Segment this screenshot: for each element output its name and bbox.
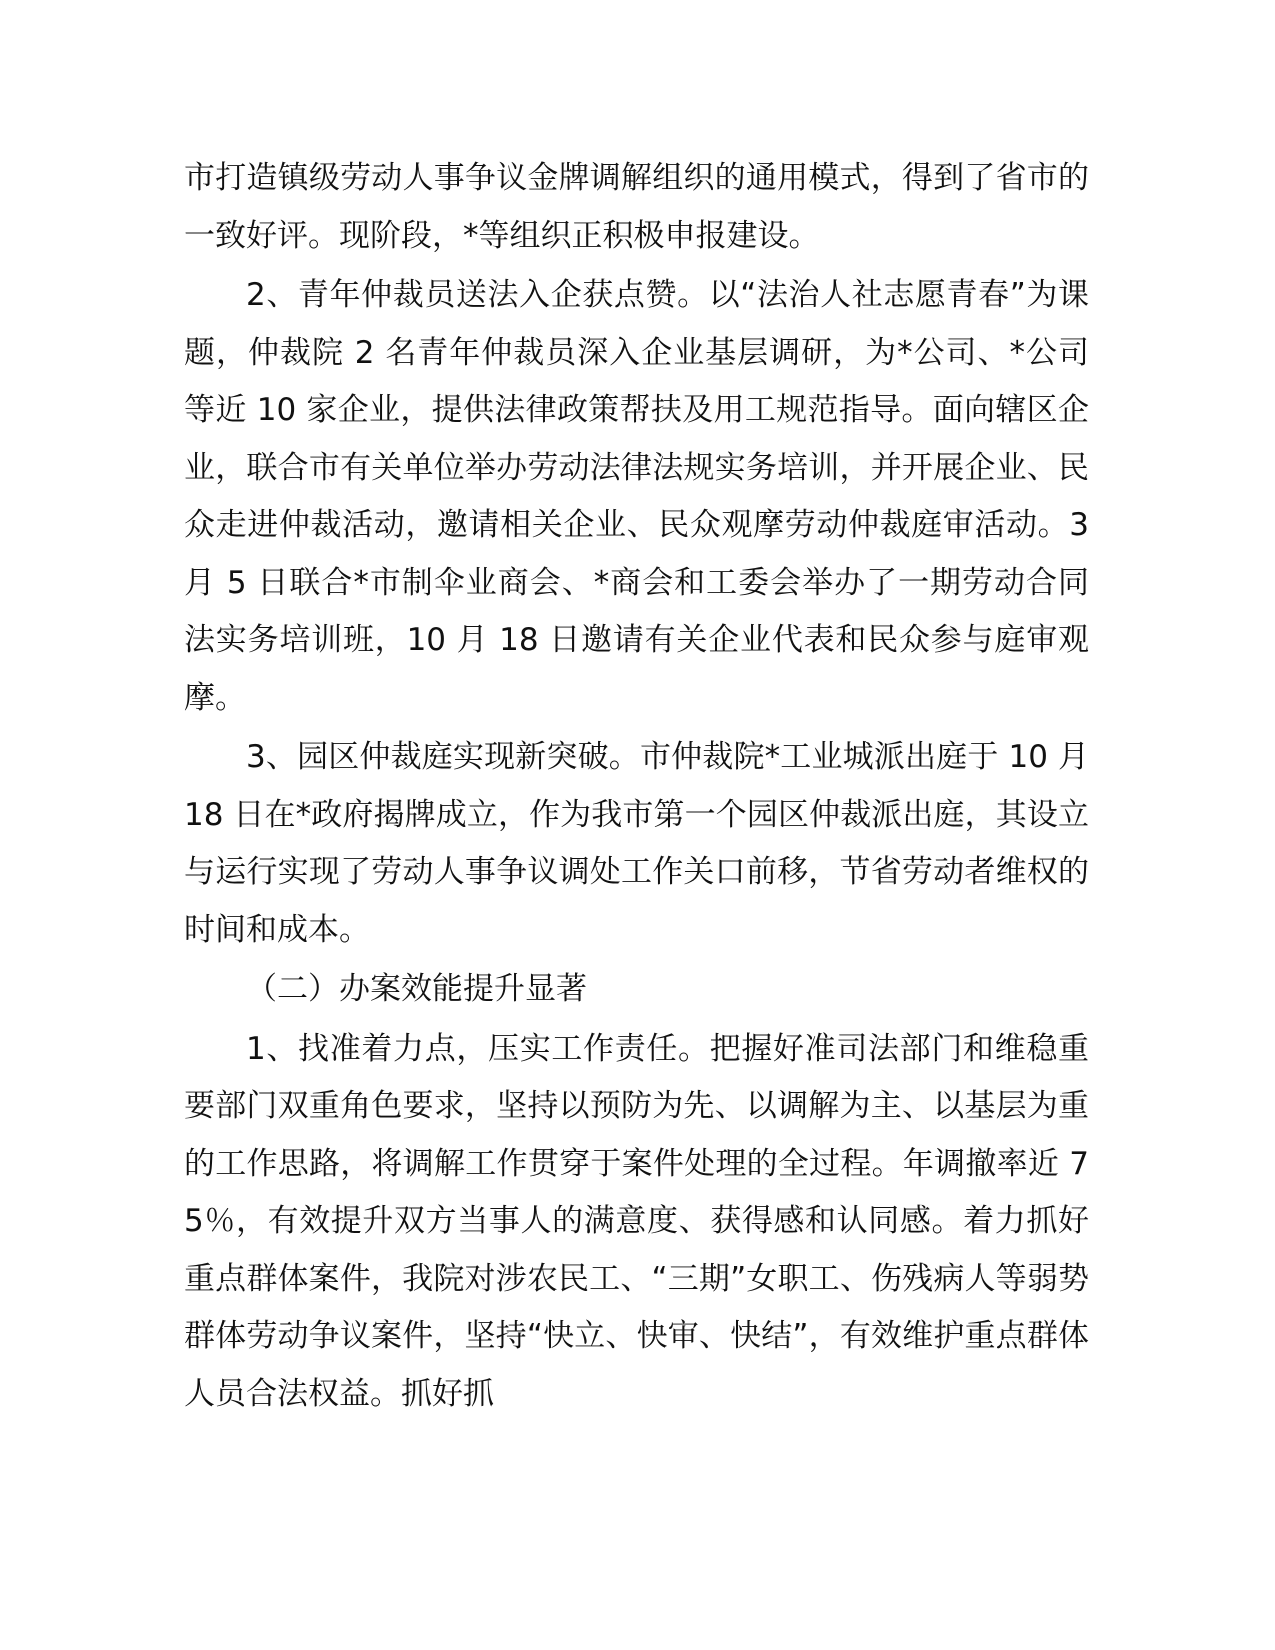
section-heading: （二）办案效能提升显著 (246, 971, 587, 1007)
paragraph-continuation: 市打造镇级劳动人事争议金牌调解组织的通用模式，得到了省市的一致好评。现阶段，*等组织正积极申报建设。 (184, 160, 1089, 254)
document-body (184, 150, 1089, 1423)
paragraph-youth-arbitrators: 2、青年仲裁员送法入企获点赞。以“法治人社志愿青春”为课题，仲裁院 2 名青年仲裁员深入企业基层调研，为*公司、*公司等近 10 家企业，提供法律政策帮扶及用工规范指导。面向辖区企业，联合市有关单位举办劳动法律法规实务培训，并开展企业、民众走进仲裁活动，邀请相关企业、民众观摩劳动仲裁庭审活动。3 月 5 日联合*市制伞业商会、*商会和工委会举办了一期劳动合同法实务培训班，10 月 18 日邀请有关企业代表和民众参与庭审观摩。 (184, 277, 1089, 716)
paragraph-work-responsibility: 1、找准着力点，压实工作责任。把握好准司法部门和维稳重要部门双重角色要求，坚持以预防为先、以调解为主、以基层为重的工作思路，将调解工作贯穿于案件处理的全过程。年调撤率近 75％，有效提升双方当事人的满意度、获得感和认同感。着力抓好重点群体案件，我院对涉农民工、“三期”女职工、伤残病人等弱势群体劳动争议案件，坚持“快立、快审、快结”，有效维护重点群体人员合法权益。抓好抓 (184, 1030, 1089, 1412)
paragraph-park-tribunal: 3、园区仲裁庭实现新突破。市仲裁院*工业城派出庭于 10 月 18 日在*政府揭牌成立，作为我市第一个园区仲裁派出庭，其设立与运行实现了劳动人事争议调处工作关口前移，节省劳动者维权的时间和成本。 (184, 739, 1089, 948)
